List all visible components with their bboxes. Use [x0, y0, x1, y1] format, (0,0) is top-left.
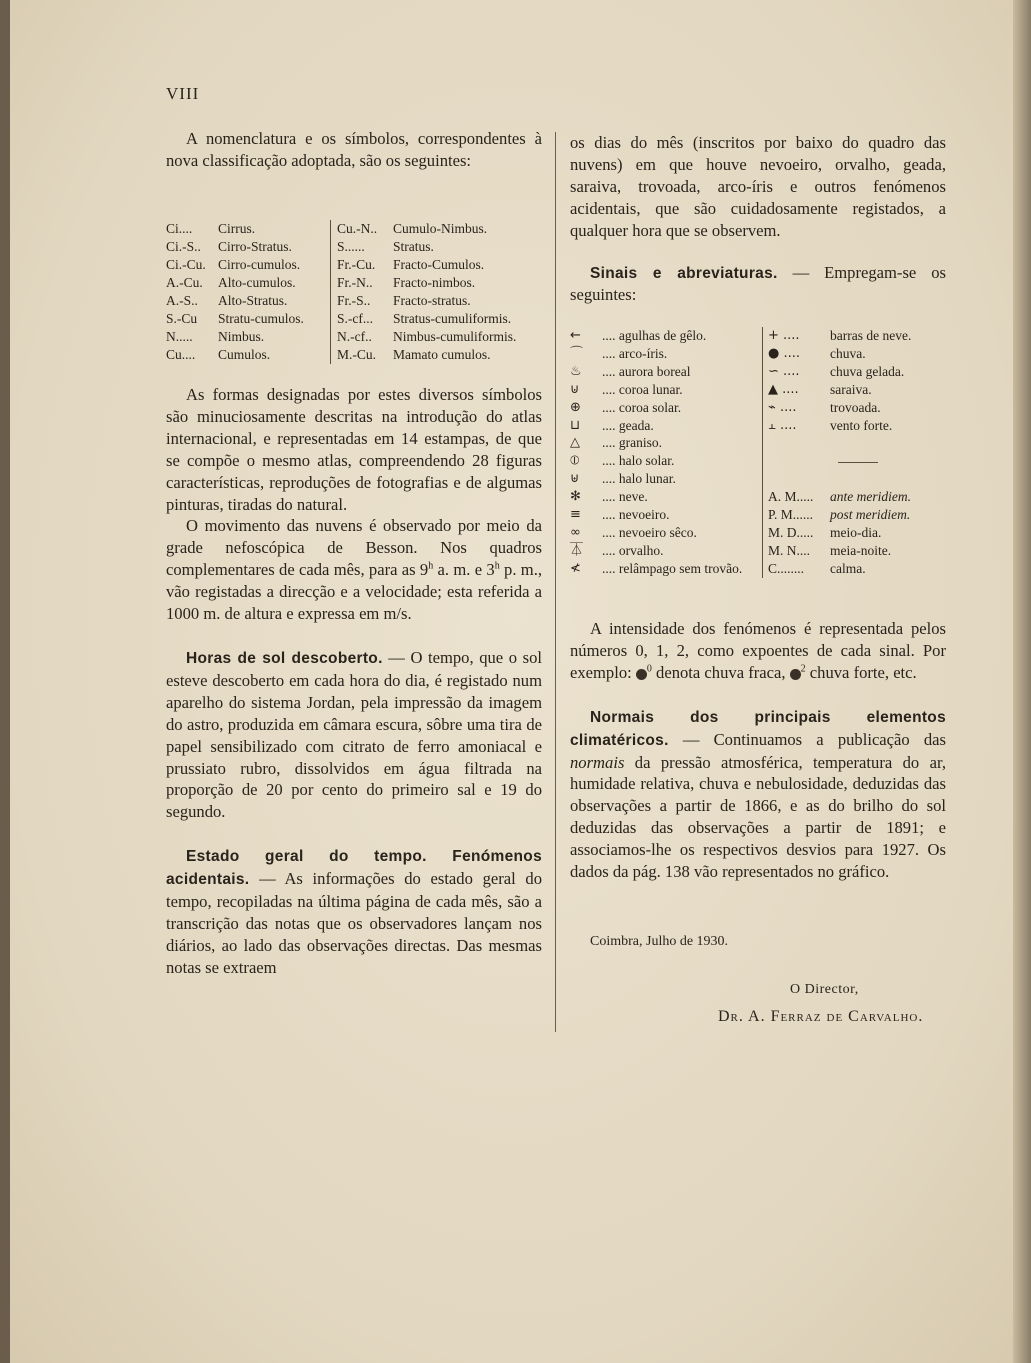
cloud-name: Stratus.	[393, 239, 434, 254]
abbreviation-meaning: calma.	[830, 560, 866, 576]
weather-symbol-icon: ←	[570, 328, 581, 343]
weather-symbol-icon: ⌒	[570, 345, 584, 361]
place-date: Coimbra, Julho de 1930.	[590, 934, 729, 949]
intro-paragraph: A nomenclatura e os símbolos, correspondentes à nova classificação adoptada, são os seguintes:	[166, 129, 542, 170]
cloud-code-row	[166, 256, 516, 274]
cloud-abbrev: Ci.-S..	[166, 239, 201, 254]
signature: Dr. A. Ferraz de Carvalho.	[718, 1008, 924, 1025]
weather-symbol-icon: + ....	[768, 328, 800, 343]
cloud-abbrev: S.-cf...	[331, 310, 394, 328]
cloud-abbrev: Fr.-N..	[331, 274, 394, 292]
weather-symbol-icon: ✻	[570, 489, 581, 505]
sun-paragraph	[166, 647, 542, 823]
intensity-text-a: A intensidade dos fenómenos é representada pelos números 0, 1, 2, como expoentes de cada sinal. Por exemplo:	[570, 619, 946, 682]
intensity-paragraph	[570, 618, 946, 684]
cloud-abbrev: S.-Cu	[166, 311, 198, 326]
sign-row	[570, 488, 911, 506]
cloud-abbrev: Fr.-S..	[331, 292, 394, 310]
weather-symbol-icon: ≮	[570, 560, 581, 576]
scan-edge-left	[0, 0, 10, 1363]
cloud-code-row	[166, 220, 516, 238]
cloud-abbrev: N.....	[166, 329, 193, 344]
cloud-abbrev: Ci....	[166, 221, 193, 236]
cloud-abbrev: S......	[331, 238, 394, 256]
normals-text-b: da pressão atmosférica, temperatura do ar, humidade relativa, chuva e nebulosidade, deduzidas das observações a partir de 1866, e as do brilho do sol deduzidas das observações a partir de 1891; e associamos-lhe os respectivos desvios para 1927. Os dados da pág. 138 vão representados no gráfico.	[570, 752, 946, 882]
cloud-abbrev: Fr.-Cu.	[331, 256, 394, 274]
abbreviation: C........	[768, 560, 805, 576]
abbreviation: P. M......	[768, 507, 814, 523]
weather-symbol-icon: ⊕	[570, 399, 581, 415]
empty-cell	[830, 434, 911, 452]
right-column-lower	[570, 618, 946, 883]
sign-label: .... orvalho.	[602, 542, 664, 558]
sign-row	[570, 542, 911, 560]
sign-row	[570, 399, 911, 417]
sign-label: barras de neve.	[830, 328, 912, 343]
sign-label: .... graniso.	[602, 435, 662, 451]
weather-symbol-icon: ⫠ ....	[768, 417, 797, 433]
cloud-name: Nimbus.	[218, 329, 265, 344]
short-rule	[768, 452, 911, 470]
sign-row	[570, 524, 911, 542]
abbreviation-meaning: meia-noite.	[830, 542, 892, 558]
abbreviation: M. D.....	[768, 524, 814, 540]
weather-symbol-icon: ♨	[570, 363, 582, 379]
sign-label: .... halo solar.	[602, 453, 675, 469]
abbreviation: A. M.....	[768, 489, 814, 505]
sun-text: — O tempo, que o sol esteve descoberto em cada hora do dia, é registado num aparelho do sistema Jordan, pela impressão da imagem do astro, produzida em câmara escura, sôbre uma tira de papel sensibilizado com citrato de ferro amoniacal e prussiato rubro, dissolvidos em água filtrada na proporção de 20 por cento do primeiro sal e 19 do segundo.	[166, 647, 542, 822]
signs-paragraph	[570, 262, 946, 307]
sign-label: .... neve.	[602, 489, 648, 505]
cloud-name: Mamato cumulos.	[393, 347, 491, 362]
cloud-code-row	[166, 328, 516, 346]
cloud-code-row	[166, 238, 516, 256]
left-column-body	[166, 384, 542, 979]
sign-label: .... coroa solar.	[602, 399, 682, 415]
weather-symbol-icon: ▲ ....	[768, 381, 799, 397]
cloud-name: Cirro-cumulos.	[218, 257, 301, 272]
cloud-code-row	[166, 274, 516, 292]
right-column	[570, 132, 946, 306]
cloud-name: Stratus-cumuliformis.	[393, 311, 512, 326]
movement-paragraph	[166, 515, 542, 625]
sign-row	[570, 327, 911, 345]
rain-icon	[790, 669, 801, 680]
scan-edge-right	[1013, 0, 1031, 1363]
cloud-code-row	[166, 310, 516, 328]
sign-label: .... agulhas de gêlo.	[602, 328, 707, 343]
cloud-name: Stratu-cumulos.	[218, 311, 304, 326]
weather-symbol-icon: ⊎	[570, 471, 580, 487]
page-number: VIII	[166, 84, 200, 103]
sign-label: .... halo lunar.	[602, 471, 676, 487]
sign-label: .... arco-íris.	[602, 345, 668, 361]
cloud-name: Cumulos.	[218, 347, 271, 362]
sign-label: vento forte.	[830, 417, 893, 433]
weather-symbol-icon: ∽ ....	[768, 363, 800, 379]
weather-symbol-icon: ● ....	[768, 345, 801, 361]
forms-paragraph: As formas designadas por estes diversos símbolos são minuciosamente descritas na introdução do atlas internacional, e representadas em 14 estampas, de que se compõe o mesmo atlas, compreendendo 28 figuras características, reproduções de fotografias e de algumas pinturas, tiradas do natural.	[166, 385, 542, 514]
sign-label: .... aurora boreal	[602, 363, 691, 379]
abbreviation-meaning: meio-dia.	[830, 524, 882, 540]
divider-rule	[838, 462, 878, 463]
sign-label: .... coroa lunar.	[602, 381, 683, 397]
movement-text-a: O movimento das nuvens é observado por meio da grade nefoscópica de Besson. Nos quadros complementares de cada mês, para as 9	[166, 516, 542, 580]
column-divider	[555, 132, 556, 1032]
sign-label: saraiva.	[830, 381, 872, 397]
abbreviation-meaning: post meridiem.	[830, 507, 911, 523]
cloud-name: Alto-Stratus.	[218, 293, 288, 308]
sign-row	[570, 417, 911, 435]
left-column	[166, 128, 542, 172]
empty-cell	[768, 434, 830, 452]
signs-text: — Empregam-se os seguintes:	[570, 262, 946, 305]
director-title: O Director,	[790, 982, 859, 997]
sign-row	[570, 363, 911, 381]
sign-label: chuva gelada.	[830, 363, 905, 379]
weather-symbol-icon: ∞	[570, 524, 581, 540]
weather-heading: Estado geral do tempo. Fenómenos acidentais.	[166, 848, 542, 889]
sign-label: .... nevoeiro sêco.	[602, 524, 697, 540]
weather-symbol-icon: ≡	[570, 507, 581, 523]
cloud-abbrev: Ci.-Cu.	[166, 257, 206, 272]
weather-symbol-icon: ⦶	[570, 453, 580, 469]
cloud-name: Fracto-stratus.	[393, 293, 471, 308]
cloud-code-row	[166, 292, 516, 310]
normals-italic: normais	[570, 752, 625, 772]
signs-heading: Sinais e abreviaturas.	[590, 264, 778, 282]
sign-row	[570, 381, 911, 399]
normals-paragraph	[570, 706, 946, 883]
cloud-name: Cirro-Stratus.	[218, 239, 292, 254]
sign-row	[570, 452, 911, 470]
continued-paragraph: os dias do mês (inscritos por baixo do quadro das nuvens) em que houve nevoeiro, orvalho, geada, saraiva, trovoada, arco-íris e outros fenómenos acidentais, que são cuidadosamente registados, a qualquer hora que se observem.	[570, 133, 946, 240]
sign-label: .... relâmpago sem trovão.	[602, 560, 743, 576]
intensity-text-c: chuva forte, etc.	[805, 662, 917, 682]
empty-cell	[768, 470, 830, 488]
intensity-text-b: denota chuva fraca,	[651, 662, 790, 682]
sun-heading: Horas de sol descoberto.	[186, 649, 383, 667]
movement-text-b: a. m. e 3	[433, 560, 495, 580]
cloud-code-row	[166, 346, 516, 364]
weather-symbol-icon: △	[570, 435, 580, 451]
normals-heading: Normais dos principais elementos climatéricos.	[570, 708, 946, 749]
sign-label: .... geada.	[602, 417, 654, 433]
empty-cell	[830, 470, 911, 488]
signs-table	[570, 327, 911, 578]
sign-label: .... nevoeiro.	[602, 507, 670, 523]
cloud-name: Fracto-nimbos.	[393, 275, 476, 290]
cloud-abbrev: M.-Cu.	[331, 346, 394, 364]
movement-text-c: p. m., vão registadas a direcção e a velocidade; esta referida a 1000 m. de altura e expressa em	[166, 560, 543, 624]
cloud-abbrev: A.-S..	[166, 293, 198, 308]
cloud-abbrev: N.-cf..	[331, 328, 394, 346]
weather-symbol-icon: ⊍	[570, 381, 580, 397]
cloud-name: Fracto-Cumulos.	[393, 257, 485, 272]
cloud-name: Alto-cumulos.	[218, 275, 296, 290]
weather-text: — As informações do estado geral do tempo, recopiladas na última página de cada mês, são a transcrição das notas que os observadores lançam nos diários, ao lado das observações directas. Das mesmas notas se extraem	[166, 869, 542, 977]
normals-text-a: — Continuamos a publicação das	[668, 729, 946, 749]
sign-label: chuva.	[830, 345, 866, 361]
weather-symbol-icon: ⊔	[570, 417, 581, 433]
rain-icon	[636, 669, 647, 680]
weather-paragraph	[166, 845, 542, 978]
cloud-name: Cumulo-Nimbus.	[393, 221, 488, 236]
cloud-abbrev: Cu.-N..	[331, 220, 394, 238]
superscript-h: h	[428, 560, 434, 572]
cloud-name: Cirrus.	[218, 221, 256, 236]
cloud-abbrev: Cu....	[166, 347, 196, 362]
sign-label: trovoada.	[830, 399, 881, 415]
sign-row	[570, 434, 911, 452]
abbreviation-meaning: ante meridiem.	[830, 489, 911, 505]
sign-row	[570, 560, 911, 578]
exponent-2: 2	[800, 663, 806, 675]
abbreviation: M. N....	[768, 542, 811, 558]
cloud-name: Nimbus-cumuliformis.	[393, 329, 517, 344]
unit-ms: m/s.	[383, 604, 412, 624]
superscript-h: h	[494, 560, 500, 572]
weather-symbol-icon: ⏄	[570, 542, 584, 558]
sign-row	[570, 345, 911, 363]
cloud-codes-table	[166, 220, 516, 364]
cloud-abbrev: A.-Cu.	[166, 275, 203, 290]
sign-row	[570, 470, 911, 488]
sign-row	[570, 506, 911, 524]
exponent-0: 0	[646, 663, 652, 675]
weather-symbol-icon: ⌁ ....	[768, 399, 797, 415]
